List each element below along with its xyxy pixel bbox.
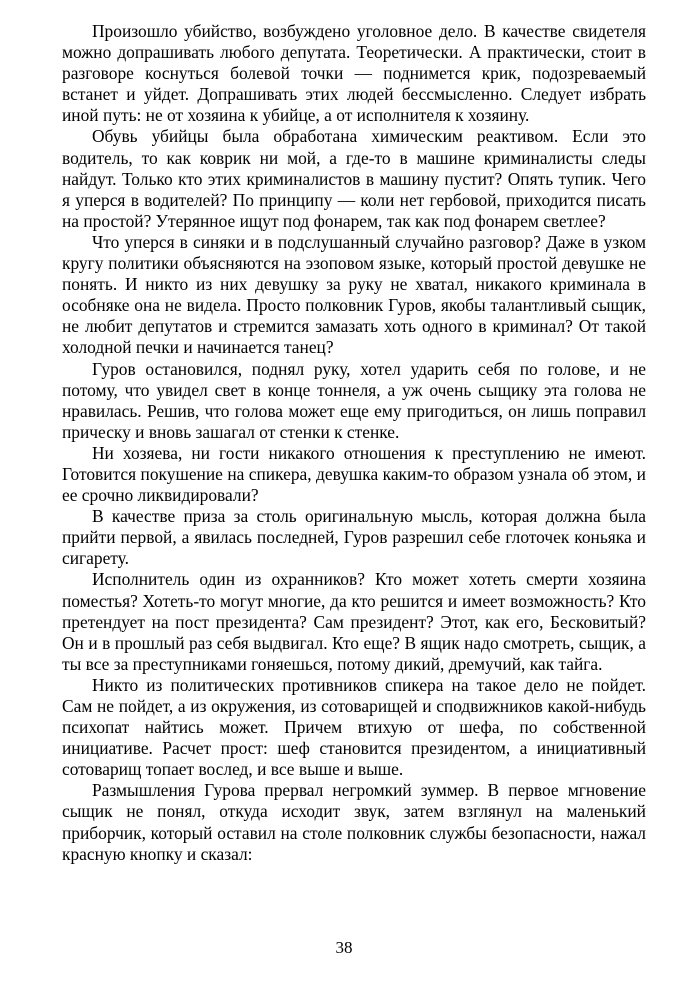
body-paragraph: Исполнитель один из охранников? Кто может хотеть смерти хозяина поместья? Хотеть-то могут многие, да кто решится и имеет возможность? Кто претендует на пост президента? Сам президент? Этот, как его, Бесковитый? Он и в прошлый раз себя выдвигал. Кто еще? В ящик надо смотреть, сыщик, а ты все за преступниками гоняешься, потому дикий, дремучий, как тайга. [62, 569, 646, 674]
body-paragraph: Обувь убийцы была обработана химическим реактивом. Если это водитель, то как коврик ни мой, а где-то в машине криминалисты следы найдут. Только кто этих криминалистов в машину пустит? Опять тупик. Чего я уперся в водителей? По принципу — коли нет гербовой, приходится писать на простой? Утерянное ищут под фонарем, так как под фонарем светлее? [62, 126, 646, 231]
body-paragraph: Что уперся в синяки и в подслушанный случайно разговор? Даже в узком кругу политики объясняются на эзоповом языке, который простой девушке не понять. И никто из них девушку за руку не хватал, никакого криминала в особняке она не видела. Просто полковник Гуров, якобы талантливый сыщик, не любит депутатов и стремится замазать хоть одного в криминал? От такой холодной печки и начинается танец? [62, 231, 646, 358]
body-paragraph: В качестве приза за столь оригинальную мысль, которая должна была прийти первой, а явилась последней, Гуров разрешил себе глоточек коньяка и сигарету. [62, 506, 646, 569]
page-text-body [62, 21, 646, 865]
body-paragraph: Ни хозяева, ни гости никакого отношения к преступлению не имеют. Готовится покушение на спикера, девушка каким-то образом узнала об этом, и ее срочно ликвидировали? [62, 442, 646, 506]
page-number: 38 [335, 938, 353, 957]
body-paragraph: Гуров остановился, поднял руку, хотел ударить себя по голове, и не потому, что увидел свет в конце тоннеля, а уж очень сыщику эта голова не нравилась. Решив, что голова может еще ему пригодиться, он лишь поправил прическу и вновь зашагал от стенки к стенке. [62, 358, 646, 442]
body-paragraph: Никто из политических противников спикера на такое дело не пойдет. Сам не пойдет, а из окружения, из сотоварищей и сподвижников какой-нибудь психопат найтись может. Причем втихую от шефа, по собственной инициативе. Расчет прост: шеф становится президентом, а инициативный сотоварищ топает вослед, и все выше и выше. [62, 674, 646, 780]
body-paragraph: Размышления Гурова прервал негромкий зуммер. В первое мгновение сыщик не понял, откуда исходит звук, затем взглянул на маленький приборчик, который оставил на столе полковник службы безопасности, нажал красную кнопку и сказал: [62, 780, 646, 864]
body-paragraph: Произошло убийство, возбуждено уголовное дело. В качестве свидетеля можно допрашивать любого депутата. Теоретически. А практически, стоит в разговоре коснуться болевой точки — поднимется крик, подозреваемый встанет и уйдет. Допрашивать этих людей бессмысленно. Следует избрать иной путь: не от хозяина к убийце, а от исполнителя к хозяину. [62, 21, 646, 126]
